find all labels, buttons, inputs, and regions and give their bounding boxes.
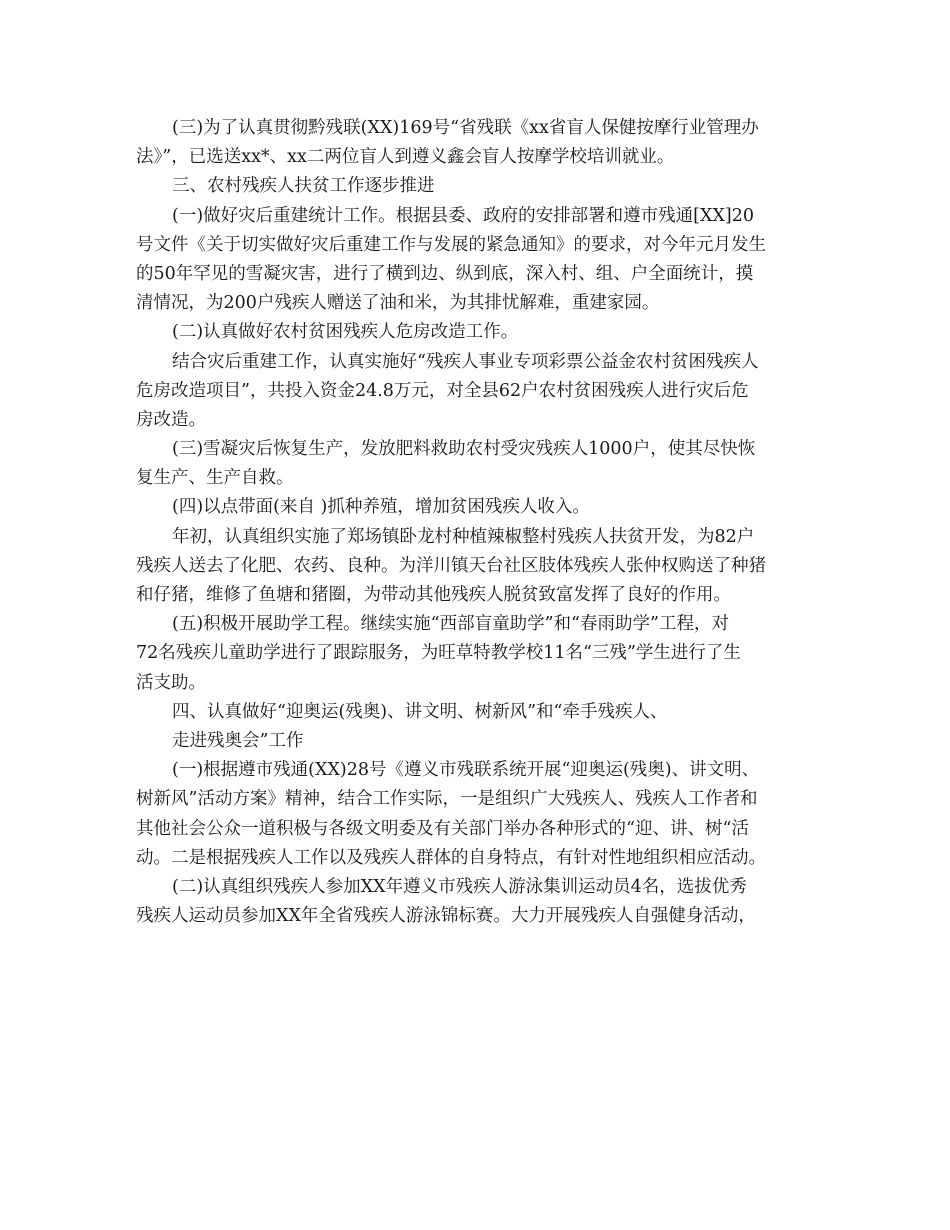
text-line: 号文件《关于切实做好灾后重建工作与发展的紧急通知》的要求，对今年元月发生 <box>136 234 766 255</box>
text-line: 四、认真做好“迎奥运(残奥)、讲文明、树新风”和“牵手残疾人、 <box>172 701 668 722</box>
text-line: 的50年罕见的雪凝灾害，进行了横到边、纵到底，深入村、组、户全面统计，摸 <box>136 263 754 284</box>
text-line: (二)认真组织残疾人参加XX年遵义市残疾人游泳集训运动员4名，选拔优秀 <box>172 876 747 897</box>
text-line: 其他社会公众一道积极与各级文明委及有关部门举办各种形式的“迎、讲、树“活 <box>136 818 749 839</box>
text-line: (五)积极开展助学工程。继续实施“西部盲童助学”和“春雨助学”工程，对 <box>172 614 729 635</box>
text-line: 复生产、生产自救。 <box>136 468 294 489</box>
text-line: (三)为了认真贯彻黔残联(XX)169号“省残联《xx省盲人保健按摩行业管理办 <box>172 118 759 138</box>
text-line: 结合灾后重建工作，认真实施好“残疾人事业专项彩票公益金农村贫困残疾人 <box>172 351 759 372</box>
text-line: 走进残奥会”工作 <box>172 730 304 751</box>
text-line: (一)根据遵市残通(XX)28号《遵义市残联系统开展“迎奥运(残奥)、讲文明、 <box>172 760 760 781</box>
text-line: 动。二是根据残疾人工作以及残疾人群体的自身特点，有针对性地组织相应活动。 <box>136 847 766 868</box>
text-line: (二)认真做好农村贫困残疾人危房改造工作。 <box>172 322 519 343</box>
text-line: 法》”，已选送xx*、xx二两位盲人到遵义鑫会盲人按摩学校培训就业。 <box>136 147 675 168</box>
text-line: (一)做好灾后重建统计工作。根据县委、政府的安排部署和遵市残通[XX]20 <box>172 205 754 226</box>
text-line: (四)以点带面(来自 )抓种养殖，增加贫困残疾人收入。 <box>172 497 590 518</box>
text-line: 清情况，为200户残疾人赠送了油和米，为其排忧解难，重建家园。 <box>136 293 660 314</box>
text-line: 72名残疾儿童助学进行了跟踪服务，为旺草特教学校11名“三残”学生进行了生 <box>136 643 741 664</box>
text-line: 三、农村残疾人扶贫工作逐步推进 <box>172 176 435 197</box>
text-line: 树新风”活动方案》精神，结合工作实际，一是组织广大残疾人、残疾人工作者和 <box>136 789 758 810</box>
document-body <box>136 114 816 931</box>
text-line: 残疾人运动员参加XX年全省残疾人游泳锦标赛。大力开展残疾人自强健身活动， <box>136 906 756 927</box>
text-line: 活支助。 <box>136 672 206 693</box>
text-line: 残疾人送去了化肥、农药、良种。为洋川镇天台社区肢体残疾人张仲权购送了种猪 <box>136 555 766 576</box>
text-line: 年初，认真组织实施了郑场镇卧龙村种植辣椒整村残疾人扶贫开发，为82户 <box>172 526 755 547</box>
text-line: 和仔猪，维修了鱼塘和猪圈，为带动其他残疾人脱贫致富发挥了良好的作用。 <box>136 585 731 605</box>
text-line: 危房改造项目”，共投入资金24.8万元，对全县62户农村贫困残疾人进行灾后危 <box>136 380 749 401</box>
text-line: 房改造。 <box>136 409 206 430</box>
text-line: (三)雪凝灾后恢复生产，发放肥料救助农村受灾残疾人1000户，使其尽快恢 <box>172 439 756 460</box>
